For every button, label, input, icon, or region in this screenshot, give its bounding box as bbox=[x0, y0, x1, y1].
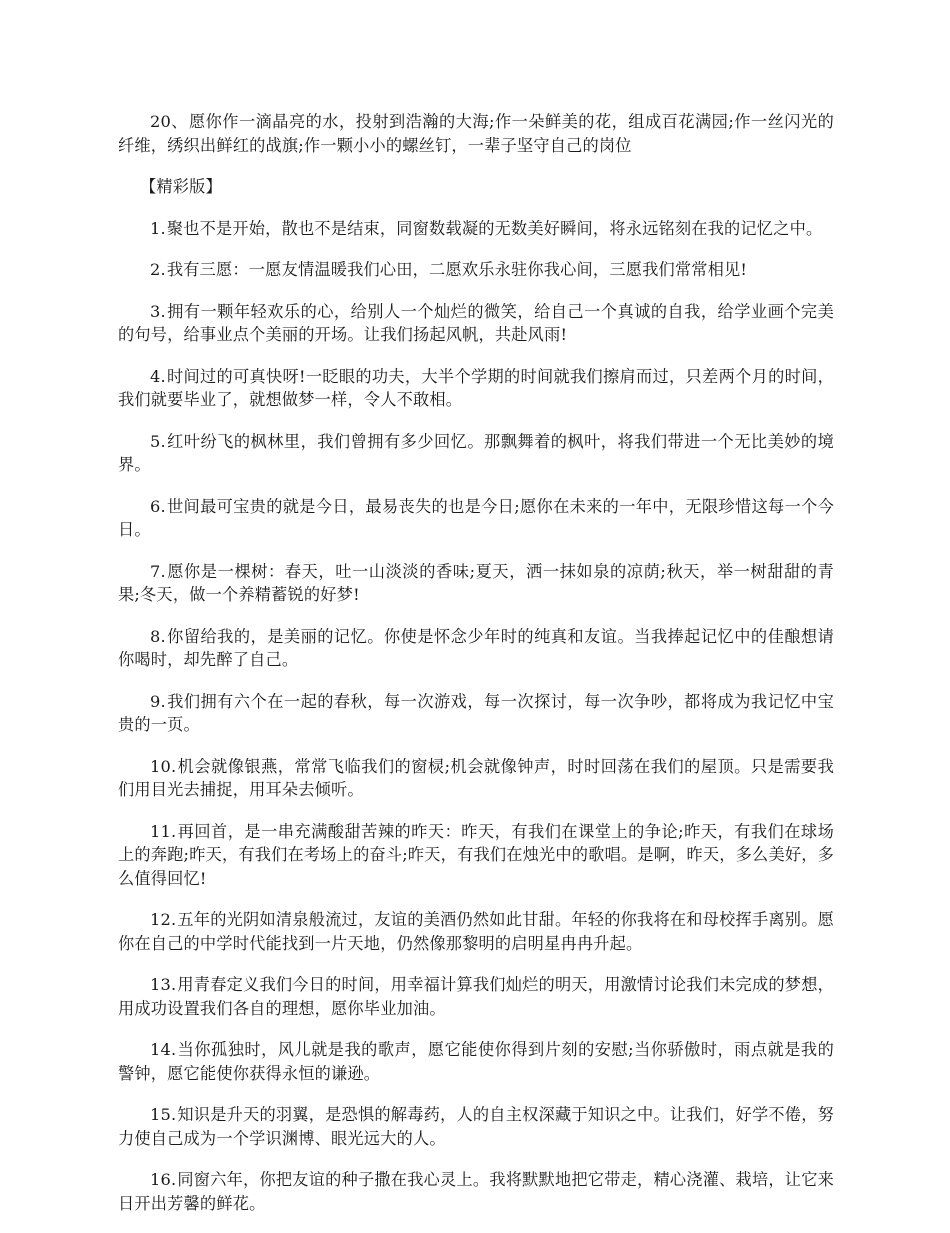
item-text: 我有三愿：一愿友情温暖我们心田，二愿欢乐永驻你我心间，三愿我们常常相见! bbox=[166, 260, 748, 279]
item-number: 7. bbox=[150, 561, 166, 581]
list-item bbox=[118, 560, 834, 607]
item-number: 10. bbox=[150, 756, 177, 776]
paragraph-number: 20、 bbox=[150, 112, 188, 131]
list-item bbox=[118, 908, 834, 955]
item-text: 拥有一颗年轻欢乐的心，给别人一个灿烂的微笑，给自己一个真诚的自我，给学业画个完美的句号，给事业点个美丽的开场。让我们扬起风帆，共赴风雨! bbox=[118, 301, 834, 344]
item-number: 11. bbox=[150, 821, 177, 841]
item-number: 1. bbox=[150, 218, 166, 238]
item-text: 知识是升天的羽翼，是恐惧的解毒药，人的自主权深藏于知识之中。让我们，好学不倦，努力使自己成为一个学识渊博、眼光远大的人。 bbox=[118, 1105, 834, 1148]
list-item bbox=[118, 820, 834, 891]
list-item bbox=[118, 1168, 834, 1215]
item-text: 世间最可宝贵的就是今日，最易丧失的也是今日;愿你在未来的一年中，无限珍惜这每一个今日。 bbox=[118, 496, 834, 539]
list-item bbox=[118, 430, 834, 477]
list-item bbox=[118, 365, 834, 412]
list-item bbox=[118, 1103, 834, 1150]
paragraph-text: 愿你作一滴晶亮的水，投射到浩瀚的大海;作一朵鲜美的花，组成百花满园;作一丝闪光的纤维，绣织出鲜红的战旗;作一颗小小的螺丝钉，一辈子坚守自己的岗位 bbox=[118, 112, 834, 155]
item-text: 五年的光阴如清泉般流过，友谊的美酒仍然如此甘甜。年轻的你我将在和母校挥手离别。愿你在自己的中学时代能找到一片天地，仍然像那黎明的启明星冉冉升起。 bbox=[118, 910, 834, 953]
item-text: 同窗六年，你把友谊的种子撒在我心灵上。我将默默地把它带走，精心浇灌、栽培，让它来日开出芳馨的鲜花。 bbox=[118, 1170, 834, 1213]
list-item bbox=[118, 300, 834, 347]
item-number: 14. bbox=[150, 1040, 177, 1059]
item-text: 用青春定义我们今日的时间，用幸福计算我们灿烂的明天，用激情讨论我们未完成的梦想，用成功设置我们各自的理想，愿你毕业加油。 bbox=[118, 975, 834, 1018]
list-item bbox=[118, 690, 834, 737]
intro-paragraph bbox=[118, 110, 834, 157]
item-number: 13. bbox=[150, 975, 177, 994]
section-title: 【精彩版】 bbox=[140, 177, 222, 196]
list-item bbox=[118, 217, 834, 241]
item-number: 8. bbox=[150, 626, 166, 646]
item-text: 愿你是一棵树：春天，吐一山淡淡的香味;夏天，洒一抹如泉的凉荫;秋天，举一树甜甜的青果;冬天，做一个养精蓄锐的好梦! bbox=[118, 561, 834, 604]
list-item bbox=[118, 258, 834, 282]
item-number: 12. bbox=[150, 910, 177, 929]
document-body bbox=[118, 110, 834, 1233]
list-item bbox=[118, 625, 834, 672]
list-item bbox=[118, 755, 834, 802]
list-item bbox=[118, 495, 834, 542]
item-number: 16. bbox=[150, 1170, 177, 1189]
item-text: 时间过的可真快呀!一眨眼的功夫，大半个学期的时间就我们擦肩而过，只差两个月的时间，我们就要毕业了，就想做梦一样，令人不敢相。 bbox=[118, 366, 834, 409]
item-text: 当你孤独时，风儿就是我的歌声，愿它能使你得到片刻的安慰;当你骄傲时，雨点就是我的警钟，愿它能使你获得永恒的谦逊。 bbox=[118, 1040, 834, 1083]
item-text: 再回首，是一串充满酸甜苦辣的昨天：昨天，有我们在课堂上的争论;昨天，有我们在球场上的奔跑;昨天，有我们在考场上的奋斗;昨天，有我们在烛光中的歌唱。是啊，昨天，多么美好，多么值得回忆! bbox=[118, 821, 834, 888]
item-number: 2. bbox=[150, 260, 166, 279]
item-number: 9. bbox=[150, 691, 166, 711]
item-number: 5. bbox=[150, 431, 166, 451]
item-number: 4. bbox=[150, 366, 166, 386]
list-item bbox=[118, 973, 834, 1020]
item-number: 6. bbox=[150, 496, 166, 516]
item-text: 聚也不是开始，散也不是结束，同窗数载凝的无数美好瞬间，将永远铭刻在我的记忆之中。 bbox=[166, 218, 823, 238]
item-number: 15. bbox=[150, 1105, 177, 1124]
item-text: 红叶纷飞的枫林里，我们曾拥有多少回忆。那飘舞着的枫叶，将我们带进一个无比美妙的境界。 bbox=[118, 431, 834, 474]
item-text: 机会就像银燕，常常飞临我们的窗棂;机会就像钟声，时时回荡在我们的屋顶。只是需要我们用目光去捕捉，用耳朵去倾听。 bbox=[118, 756, 834, 799]
item-text: 你留给我的，是美丽的记忆。你使是怀念少年时的纯真和友谊。当我捧起记忆中的佳酿想请你喝时，却先醉了自己。 bbox=[118, 626, 834, 669]
list-item bbox=[118, 1038, 834, 1085]
item-text: 我们拥有六个在一起的春秋，每一次游戏，每一次探讨，每一次争吵，都将成为我记忆中宝贵的一页。 bbox=[118, 691, 834, 734]
item-number: 3. bbox=[150, 301, 166, 321]
